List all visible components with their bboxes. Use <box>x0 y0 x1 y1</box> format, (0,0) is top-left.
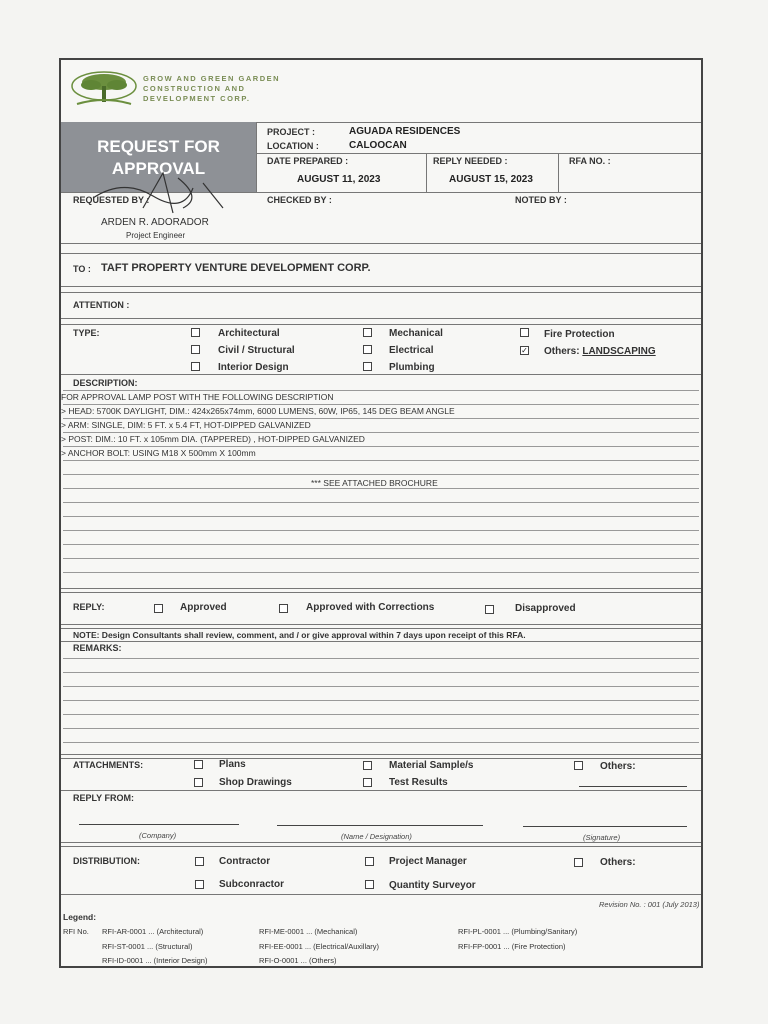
attach-test-results-checkbox[interactable] <box>363 778 372 787</box>
company-signature-line[interactable] <box>79 824 239 825</box>
reply-note: NOTE: Design Consultants shall review, comment, and / or give approval within 7 days upon receipt of this RFA. <box>73 630 526 640</box>
noted-by-label: NOTED BY : <box>515 195 567 205</box>
description-line-3: > ARM: SINGLE, DIM: 5 FT. x 5.4 FT, HOT-DIPPED GALVANIZED <box>61 420 311 430</box>
reply-label: REPLY: <box>73 602 105 612</box>
attach-material-checkbox[interactable] <box>363 761 372 770</box>
attach-others-line[interactable] <box>579 786 687 787</box>
attach-others-label: Others: <box>600 761 636 772</box>
type-others-value: LANDSCAPING <box>582 346 656 357</box>
dist-others-label: Others: <box>600 857 636 868</box>
attention-label: ATTENTION : <box>73 300 130 310</box>
company-name-line1: GROW AND GREEN GARDEN <box>143 74 281 83</box>
attach-shop-drawings-label: Shop Drawings <box>219 777 292 788</box>
company-caption: (Company) <box>139 831 177 840</box>
legend-label: Legend: <box>63 912 97 922</box>
type-mechanical-label: Mechanical <box>389 328 443 339</box>
reply-needed-value: AUGUST 15, 2023 <box>449 174 533 185</box>
type-others-text: Others: <box>544 346 580 357</box>
dist-subcontractor-label: Subconractor <box>219 879 285 890</box>
type-fire-protection-checkbox[interactable] <box>520 328 529 337</box>
legend-item: RFI-FP-0001 ... (Fire Protection) <box>458 942 566 951</box>
dist-contractor-label: Contractor <box>219 856 271 867</box>
rfa-no-label: RFA NO. : <box>569 156 611 166</box>
dist-subcontractor-checkbox[interactable] <box>195 880 204 889</box>
location-label: LOCATION : <box>267 141 319 151</box>
dist-others-checkbox[interactable] <box>574 858 583 867</box>
type-electrical-checkbox[interactable] <box>363 345 372 354</box>
description-line-5: > ANCHOR BOLT: USING M18 X 500mm X 100mm <box>61 448 256 458</box>
legend-item: RFI-ST-0001 ... (Structural) <box>102 942 193 951</box>
description-line-2: > HEAD: 5700K DAYLIGHT, DIM.: 424x265x74mm, 6000 LUMENS, 60W, IP65, 145 DEG BEAM ANGLE <box>61 406 455 416</box>
description-note: *** SEE ATTACHED BROCHURE <box>311 478 438 488</box>
legend-item: RFI-AR-0001 ... (Architectural) <box>102 927 204 936</box>
company-name-line3: DEVELOPMENT CORP. <box>143 94 251 103</box>
signature-line[interactable] <box>523 826 687 827</box>
dist-project-manager-checkbox[interactable] <box>365 857 374 866</box>
attach-material-label: Material Sample/s <box>389 760 474 771</box>
attach-plans-checkbox[interactable] <box>194 760 203 769</box>
rfa-form <box>59 58 703 968</box>
legend-rfi-label: RFI No. <box>63 927 89 936</box>
project-value: AGUADA RESIDENCES <box>349 126 461 137</box>
type-mechanical-checkbox[interactable] <box>363 328 372 337</box>
to-label: TO : <box>73 264 91 274</box>
requested-by-signature <box>83 168 233 218</box>
type-interior-checkbox[interactable] <box>191 362 200 371</box>
type-plumbing-label: Plumbing <box>389 362 435 373</box>
reply-disapproved-checkbox[interactable] <box>485 605 494 614</box>
type-civil-label: Civil / Structural <box>218 345 295 356</box>
legend-item: RFI-EE-0001 ... (Electrical/Auxillary) <box>259 942 380 951</box>
title-line2: APPROVAL <box>111 159 206 178</box>
title-line1: REQUEST FOR <box>97 137 220 156</box>
checked-by-label: CHECKED BY : <box>267 195 332 205</box>
location-value: CALOOCAN <box>349 140 407 151</box>
revision-number: Revision No. : 001 (July 2013) <box>599 900 700 909</box>
type-civil-checkbox[interactable] <box>191 345 200 354</box>
dist-quantity-surveyor-label: Quantity Surveyor <box>389 880 476 891</box>
company-name-line2: CONSTRUCTION AND <box>143 84 246 93</box>
type-label: TYPE: <box>73 328 100 338</box>
type-others-label <box>544 346 656 357</box>
description-label: DESCRIPTION: <box>73 378 138 388</box>
checkmark-icon: ✓ <box>521 346 528 355</box>
date-prepared-value: AUGUST 11, 2023 <box>297 174 381 185</box>
dist-project-manager-label: Project Manager <box>389 856 467 867</box>
type-architectural-label: Architectural <box>218 328 280 339</box>
attach-test-results-label: Test Results <box>389 777 448 788</box>
attach-others-checkbox[interactable] <box>574 761 583 770</box>
reply-from-label: REPLY FROM: <box>73 793 135 803</box>
type-architectural-checkbox[interactable] <box>191 328 200 337</box>
description-line-1: FOR APPROVAL LAMP POST WITH THE FOLLOWING DESCRIPTION <box>61 392 334 402</box>
reply-needed-label: REPLY NEEDED : <box>433 156 508 166</box>
description-line-4: > POST: DIM.: 10 FT. x 105mm DIA. (TAPPERED) , HOT-DIPPED GALVANIZED <box>61 434 365 444</box>
reply-disapproved-label: Disapproved <box>515 603 576 614</box>
type-plumbing-checkbox[interactable] <box>363 362 372 371</box>
requested-by-label: REQUESTED BY : <box>73 195 150 205</box>
dist-quantity-surveyor-checkbox[interactable] <box>365 880 374 889</box>
legend-item: RFI-PL-0001 ... (Plumbing/Sanitary) <box>458 927 578 936</box>
reply-approved-label: Approved <box>180 602 227 613</box>
name-caption: (Name / Designation) <box>341 832 412 841</box>
reply-approved-corrections-label: Approved with Corrections <box>306 602 435 613</box>
legend-item: RFI-ME-0001 ... (Mechanical) <box>259 927 358 936</box>
legend-item: RFI-O-0001 ... (Others) <box>259 956 337 965</box>
attachments-label: ATTACHMENTS: <box>73 760 144 770</box>
type-electrical-label: Electrical <box>389 345 434 356</box>
date-prepared-label: DATE PREPARED : <box>267 156 349 166</box>
signature-caption: (Signature) <box>583 833 621 842</box>
attach-shop-drawings-checkbox[interactable] <box>194 778 203 787</box>
company-logo <box>69 64 139 116</box>
company-name <box>143 74 280 104</box>
name-signature-line[interactable] <box>277 825 483 826</box>
type-interior-label: Interior Design <box>218 362 289 373</box>
project-label: PROJECT : <box>267 127 316 137</box>
type-fire-protection-label: Fire Protection <box>544 329 615 340</box>
requested-by-name: ARDEN R. ADORADOR <box>101 217 209 228</box>
reply-approved-corrections-checkbox[interactable] <box>279 604 288 613</box>
legend-item: RFI-ID-0001 ... (Interior Design) <box>102 956 208 965</box>
type-others-checkbox[interactable] <box>520 346 529 355</box>
requested-by-title: Project Engineer <box>126 231 186 240</box>
reply-approved-checkbox[interactable] <box>154 604 163 613</box>
attach-plans-label: Plans <box>219 759 246 770</box>
to-value: TAFT PROPERTY VENTURE DEVELOPMENT CORP. <box>101 262 371 274</box>
dist-contractor-checkbox[interactable] <box>195 857 204 866</box>
distribution-label: DISTRIBUTION: <box>73 856 140 866</box>
remarks-label: REMARKS: <box>73 643 122 653</box>
